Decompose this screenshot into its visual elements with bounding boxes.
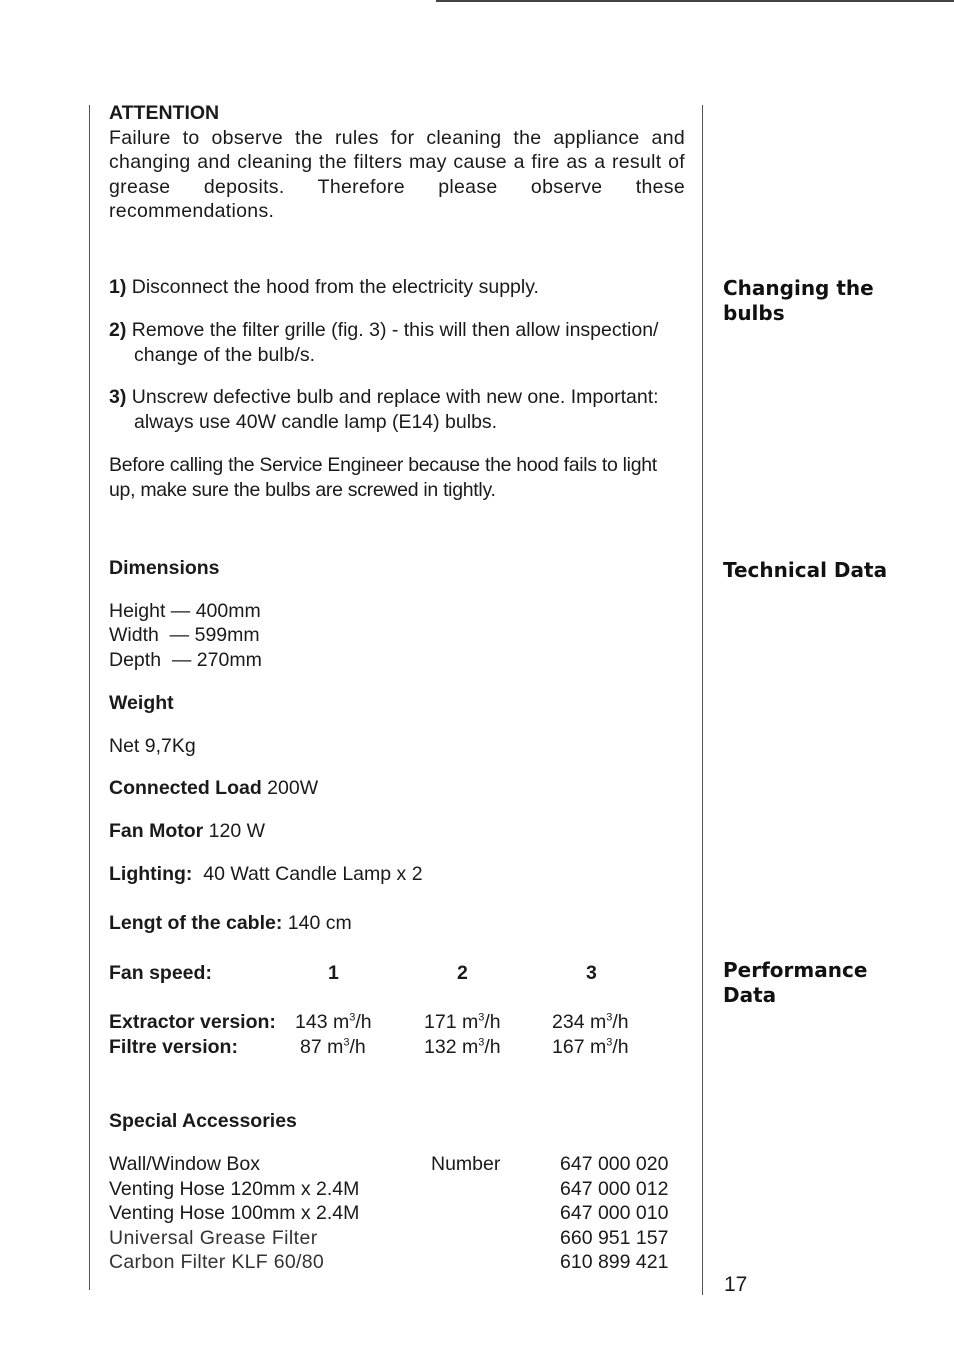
side-heading-line: bulbs xyxy=(723,300,785,325)
side-heading-line: Data xyxy=(723,982,777,1007)
accessory-name: Venting Hose 120mm x 2.4M xyxy=(109,1178,360,1200)
attention-section xyxy=(109,101,685,224)
weight-value: Net 9,7Kg xyxy=(109,735,196,757)
flow-unit: m xyxy=(461,1036,479,1058)
fan-speed-label: Fan speed: xyxy=(109,962,212,984)
cable-value: 140 cm xyxy=(282,912,352,934)
dimensions-heading: Dimensions xyxy=(109,557,220,579)
column-divider xyxy=(702,105,703,1295)
flow-number: 132 xyxy=(424,1036,457,1058)
flow-unit-suffix: /h xyxy=(484,1036,501,1058)
extractor-value xyxy=(552,1010,629,1035)
step-text: Remove the filter grille (fig. 3) - this will then allow inspection/ change of the bulb/s. xyxy=(131,319,659,366)
flow-unit-sup: 3 xyxy=(343,1036,350,1049)
filtre-value xyxy=(424,1035,501,1060)
fan-motor-value: 120 W xyxy=(203,820,266,842)
lighting-row xyxy=(109,862,423,887)
side-heading-line: Changing the xyxy=(723,276,874,300)
flow-unit-suffix: /h xyxy=(612,1011,629,1033)
cable-row xyxy=(109,911,352,936)
bulb-step xyxy=(109,385,685,434)
fan-speed-1: 1 xyxy=(328,962,339,984)
attention-body: Failure to observe the rules for cleaning the appliance and changing and cleaning the filters may cause a fire as a result of grease deposits. Therefore please observe these recommendations. xyxy=(109,126,685,222)
flow-number: 143 xyxy=(295,1011,328,1033)
accessories-heading: Special Accessories xyxy=(109,1110,297,1132)
bulb-step xyxy=(109,318,685,367)
filtre-value xyxy=(552,1035,629,1060)
step-number: 1) xyxy=(109,276,127,298)
side-heading-performance-data xyxy=(723,958,867,1007)
fan-speed-3: 3 xyxy=(586,962,597,984)
flow-unit-suffix: /h xyxy=(349,1036,366,1058)
flow-unit-suffix: /h xyxy=(484,1011,501,1033)
accessory-name: Carbon Filter KLF 60/80 xyxy=(109,1251,325,1273)
dimension-depth: Depth — 270mm xyxy=(109,649,262,671)
flow-unit-sup: 3 xyxy=(606,1036,613,1049)
side-heading-line: Performance xyxy=(723,958,868,982)
weight-heading: Weight xyxy=(109,692,174,714)
cable-label: Lengt of the cable: xyxy=(109,912,283,934)
connected-load-row xyxy=(109,776,318,801)
accessory-number: 647 000 010 xyxy=(560,1202,669,1224)
left-margin-line xyxy=(89,105,90,1290)
extractor-label: Extractor version: xyxy=(109,1011,276,1033)
filtre-label: Filtre version: xyxy=(109,1036,238,1058)
fan-speed-2: 2 xyxy=(457,962,468,984)
flow-unit: m xyxy=(327,1036,344,1058)
filtre-value xyxy=(300,1035,366,1060)
accessory-number: 610 899 421 xyxy=(560,1251,669,1273)
dimension-width: Width — 599mm xyxy=(109,624,260,646)
fan-motor-label: Fan Motor xyxy=(109,820,204,842)
flow-unit: m xyxy=(589,1036,607,1058)
step-text: Disconnect the hood from the electricity supply. xyxy=(131,276,539,298)
flow-unit-sup: 3 xyxy=(349,1011,356,1024)
flow-unit: m xyxy=(589,1011,607,1033)
connected-load-label: Connected Load xyxy=(109,777,262,799)
side-heading-changing-bulbs xyxy=(723,276,874,325)
flow-unit-sup: 3 xyxy=(606,1011,613,1024)
fan-motor-row xyxy=(109,819,265,844)
extractor-value xyxy=(424,1010,501,1035)
number-column-label: Number xyxy=(431,1153,501,1175)
flow-unit-suffix: /h xyxy=(612,1036,629,1058)
accessory-name: Venting Hose 100mm x 2.4M xyxy=(109,1202,360,1224)
step-text: Unscrew defective bulb and replace with new one. Important: always use 40W candle lamp (E14) bulbs. xyxy=(131,386,659,433)
lighting-label: Lighting: xyxy=(109,863,193,885)
accessory-number: 647 000 012 xyxy=(560,1178,669,1200)
lighting-value: 40 Watt Candle Lamp x 2 xyxy=(192,863,423,885)
attention-heading: ATTENTION xyxy=(109,102,220,124)
flow-number: 167 xyxy=(552,1036,585,1058)
flow-unit-suffix: /h xyxy=(355,1011,372,1033)
flow-unit-sup: 3 xyxy=(478,1036,485,1049)
flow-unit: m xyxy=(461,1011,479,1033)
step-number: 3) xyxy=(109,386,127,408)
flow-number: 234 xyxy=(552,1011,585,1033)
accessory-number: 660 951 157 xyxy=(560,1227,669,1249)
connected-load-value: 200W xyxy=(261,777,319,799)
bulb-note: Before calling the Service Engineer because the hood fails to light up, make sure the bulbs are screwed in tightly. xyxy=(109,454,657,501)
step-number: 2) xyxy=(109,319,127,341)
accessory-name: Wall/Window Box xyxy=(109,1153,260,1175)
flow-number: 171 xyxy=(424,1011,457,1033)
flow-number: 87 xyxy=(300,1036,322,1058)
page-number: 17 xyxy=(724,1273,748,1296)
accessory-number: 647 000 020 xyxy=(560,1153,669,1175)
bulb-step xyxy=(109,275,685,300)
accessory-name: Universal Grease Filter xyxy=(109,1227,318,1249)
top-rule xyxy=(436,0,954,2)
flow-unit: m xyxy=(332,1011,350,1033)
side-heading-technical-data: Technical Data xyxy=(723,558,888,582)
flow-unit-sup: 3 xyxy=(478,1011,485,1024)
extractor-value xyxy=(295,1010,372,1035)
dimension-height: Height — 400mm xyxy=(109,600,261,622)
